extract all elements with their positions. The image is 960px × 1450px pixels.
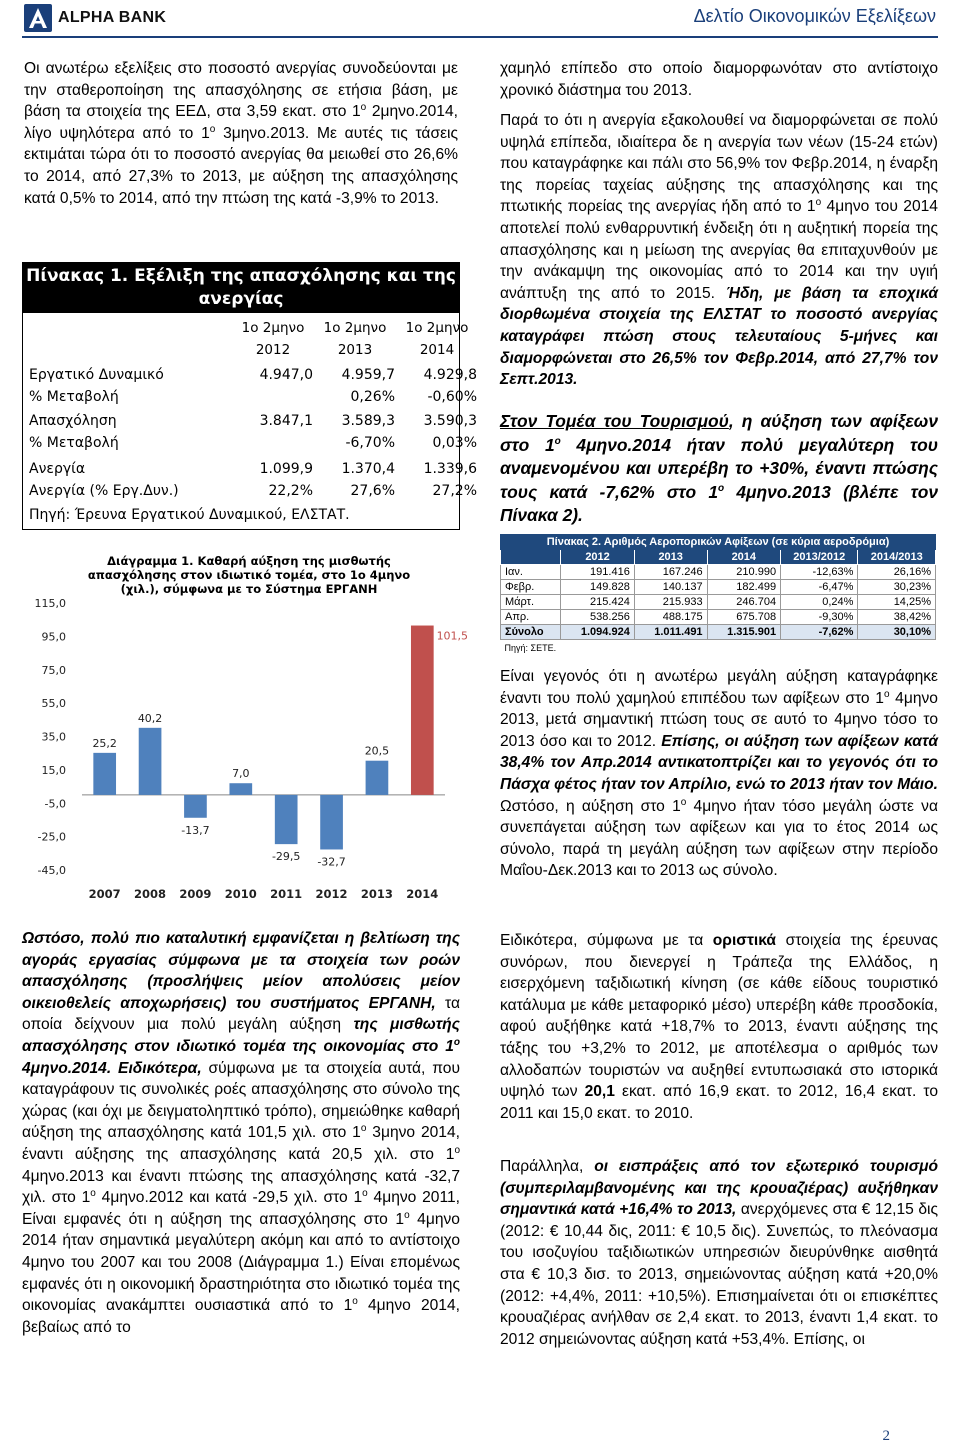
data-label: -29,5 bbox=[271, 850, 301, 864]
table2-source: Πηγή: ΣΕΤΕ. bbox=[504, 643, 557, 653]
employment-growth-chart bbox=[20, 548, 469, 908]
brand-name: ALPHA BANK bbox=[58, 9, 167, 26]
bulletin-title: Δελτίο Οικονομικών Εξελίξεων bbox=[693, 6, 936, 26]
x-tick-label: 2014 bbox=[406, 887, 439, 901]
data-label: 7,0 bbox=[232, 767, 250, 781]
x-tick-label: 2013 bbox=[360, 887, 393, 901]
x-tick-label: 2008 bbox=[134, 887, 167, 901]
y-tick-label: 75,0 bbox=[41, 663, 66, 677]
table-row: Ανεργία (% Εργ.Δυν.) 22,2% 27,6% 27,2% bbox=[29, 483, 477, 499]
chart-bar bbox=[93, 753, 116, 795]
page-header bbox=[0, 0, 960, 36]
table2-header-row: 2012 2013 2014 2013/2012 2014/2013 bbox=[501, 550, 936, 565]
right-paragraph-unemployment: Παρά το ότι η ανεργία εξακολουθεί να διαμορφώνεται σε πολύ υψηλά επίπεδα, ιδιαίτερα δε η ανεργία των νέων (15-24 ετών) που καταγράφηκε και πάλι στο 56,9% τον Φεβρ.2014, η έναρξη της πορείας ταχείας αύξησης της απασχόλησης και της πτωτικής πορείας της ανεργίας ήδη από το $1^o$ 4μηνο του 2014 αποτελεί πολύ ενθαρρυντική ένδειξη ότι η αυξητική πορεία της απασχόλησης και η μείωση της ανεργίας θα επιταχυνθούν με την ανάκαμψη της οικονομίας από το 2014 και την υγιή ανάπτυξη της από το 2015. Ήδη, με βάση τα εποχικά διορθωμένα στοιχεία της ΕΛΣΤΑΤ το ποσοστό ανεργίας καταγράφει πτώση στους τελευταίους 5-μήνες και διαμορφώνεται στο 26,5% τον Φεβρ.2014, από 27,7% τον Σεπτ.2013. bbox=[500, 112, 938, 389]
table-row: Ιαν. 191.416 167.246 210.990 -12,63% 26,16% bbox=[501, 565, 936, 580]
right-paragraph-receipts: Παράλληλα, οι εισπράξεις από τον εξωτερικό τουρισμό (συμπεριλαμβανομένης και της κρουαζιέρας) αυξήθηκαν σημαντικά κατά +16,4% το 2013, ανερχόμενες στα € 12,15 δις (2012: € 10,44 δις, 2011: € 10,5 δις). Συνεπώς, το πλεόνασμα του ισοζυγίου ταξιδιωτικών υπηρεσιών διευρύνθηκε αισθητά στα € 10,3 δισ. το 2013, σημειώνοντας αύξηση κατά +20,0% (2012: +4,4%, 2011: +10,5%). Επισημαίνεται ότι οι επισκέπτες κρουαζιέρας ανήλθαν σε 2,4 εκατ. το 2013, έναντι 1,4 εκατ. το 2012 σημειώνοντας αύξηση κατά +53,4%. Επίσης, οι bbox=[500, 1158, 938, 1348]
x-tick-label: 2011 bbox=[270, 887, 303, 901]
y-tick-label: -5,0 bbox=[44, 797, 66, 811]
chart-bar bbox=[184, 795, 207, 818]
employment-table bbox=[22, 262, 477, 530]
chart-bar bbox=[411, 626, 434, 795]
chart-bar bbox=[320, 795, 343, 850]
data-label: 25,2 bbox=[92, 736, 117, 750]
y-tick-label: -25,0 bbox=[37, 830, 66, 844]
left-intro-paragraph: Οι ανωτέρω εξελίξεις στο ποσοστό ανεργίας συνοδεύονται με την σταθεροποίηση της απασχόλησης σε ετήσια βάση, με βάση τα στοιχεία της ΕΕΔ, στα 3,59 εκατ. στο $1^o$ 2μηνο.2014, λίγο υψηλότερα από το $1^o$ 3μηνο.2013. Με αυτές τις τάσεις εκτιμάται τώρα ότι το ποσοστό ανεργίας θα μειωθεί στο 26,6% το 2014, από 27,3% το 2013, με αύξηση της απασχόλησης κατά 0,5% το 2014, από την πτώση της κατά -3,9% το 2013. bbox=[24, 60, 458, 207]
chart-bar bbox=[366, 761, 389, 795]
table-row: Φεβρ. 149.828 140.137 182.499 -6,47% 30,23% bbox=[501, 580, 936, 595]
data-label: -13,7 bbox=[181, 823, 210, 837]
table-row: Ανεργία 1.099,9 1.370,4 1.339,6 bbox=[29, 461, 477, 477]
y-tick-label: -45,0 bbox=[37, 864, 66, 877]
table1-col-header: 1ο 2μηνο 2014 bbox=[405, 320, 469, 358]
y-tick-label: 95,0 bbox=[41, 630, 66, 644]
right-paragraph-1: χαμηλό επίπεδο στο οποίο διαμορφωνόταν στο αντίστοιχο χρονικό διάστημα του 2013. bbox=[500, 60, 938, 99]
data-label: 20,5 bbox=[364, 744, 390, 758]
data-label: 101,5 bbox=[436, 629, 469, 643]
left-ergani-paragraph: Ωστόσο, πολύ πιο καταλυτική εμφανίζεται η βελτίωση της αγοράς εργασίας σύμφωνα με τα στοιχεία των ροών απασχόλησης (προσλήψεις μείον απολύσεις μείον οικειοθελείς αποχωρήσεις) του συστήματος ΕΡΓΑΝΗ, τα οποία δείχνουν μια πολύ μεγάλη αύξηση της μισθωτής απασχόλησης στον ιδιωτικό τομέα της οικονομίας στο $1^o$ 4μηνο.2014. Ειδικότερα, σύμφωνα με τα στοιχεία αυτά, που καταγράφουν τις συνολικές ροές απασχόλησης στο σύνολο της χώρας (και όχι με δειγματοληπτικό τρόπο), σημειώθηκε καθαρή αύξηση της απασχόλησης κατά 101,5 χιλ. στο $1^o$ 3μηνο 2014, έναντι αύξησης της απασχόλησης κατά 20,5 χιλ. στο $1^o$ 4μηνο.2013 και έναντι πτώσης της απασχόλησης κατά -32,7 χιλ. στο $1^o$ 4μηνο.2012 και κατά -29,5 χιλ. στο $1^o$ 4μηνο 2011, Είναι εμφανές ότι η αύξηση της απασχόλησης στο $1^o$ 4μηνο 2014 ήταν σημαντικά μεγαλύτερη ακόμη και από το αντίστοιχο 4μηνο του 2007 και του 2008 (Διάγραμμα 1.) Είναι επομένως εμφανές ότι η οικονομική δραστηριότητα στο ιδιωτικό τομέα της οικονομίας ανακάμπτει ουσιαστικά από το $1^o$ 4μηνο 2014, βεβαίως από το bbox=[22, 930, 461, 1336]
chart-title: Διάγραμμα 1. Καθαρή αύξηση της μισθωτής απασχόλησης στον ιδιωτικό τομέα, στο 1ο 4μηνο (χιλ.), σύμφωνα με το Σύστημα ΕΡΓΑΝΗ bbox=[87, 554, 411, 596]
chart-canvas bbox=[20, 548, 469, 908]
right-paragraph-arrivals: Είναι γεγονός ότι η ανωτέρω μεγάλη αύξηση καταγράφηκε έναντι του πολύ χαμηλού επιπέδου των αφίξεων στο $1^o$ 4μηνο 2013, μετά σημαντική πτώση τους σε αυτό το 4μηνο τόσο το 2013 όσο και το 2012. Επίσης, οι αύξηση των αφίξεων κατά 38,4% τον Απρ.2014 αντικατοπτρίζει και το γεγονός ότι το Πάσχα φέτος ήταν τον Απρίλιο, ενώ το 2013 ήταν τον Μάιο. Ωστόσο, η αύξηση στο $1^o$ 4μηνο ήταν τόσο μεγάλη ώστε να συνεπάγεται αύξηση των αφίξεων και για το έτος 2014 ως σύνολο, παρά τη μεγάλη αύξηση των αφίξεων στην περίοδο Μαΐου-Δεκ.2013 και το 2013 ως σύνολο. bbox=[500, 668, 938, 880]
header-divider bbox=[22, 36, 938, 38]
right-paragraph-tourism: Στον Τομέα του Τουρισμού, η αύξηση των αφίξεων στο $1^o$ 4μηνο.2014 ήταν πολύ μεγαλύτερη του αναμενομένου και υπερέβη το +30%, έναντι πτώσης τους κατά -7,62% στο $1^o$ 4μηνο.2013 (βλέπε τον Πίνακα 2). bbox=[500, 411, 939, 525]
y-tick-label: 55,0 bbox=[41, 697, 66, 711]
table-row: Απασχόληση 3.847,1 3.589,3 3.590,3 bbox=[29, 413, 477, 429]
x-tick-label: 2012 bbox=[315, 887, 348, 901]
table-row: Εργατικό Δυναμικό 4.947,0 4.959,7 4.929,8 bbox=[29, 367, 477, 383]
air-arrivals-table bbox=[500, 534, 936, 655]
y-tick-label: 35,0 bbox=[41, 730, 66, 744]
chart-bar bbox=[139, 728, 162, 795]
data-label: 40,2 bbox=[137, 711, 163, 725]
chart-bar bbox=[229, 783, 252, 795]
alpha-bank-logo-icon bbox=[24, 4, 52, 32]
right-paragraph-border-survey: Ειδικότερα, σύμφωνα με τα οριστικά στοιχεία της έρευνας συνόρων, που διενεργεί η Τράπεζα της Ελλάδος, η εισερχόμενη ταξιδιωτική κίνηση (σε κάθε είδους τουριστικό κατάλυμα με κάθε μεταφορικό μέσο) υπερέβη κάθε προσδοκία, αφού αυξήθηκε κατά +18,7% το 2013, έναντι αύξησης της τάξης του +3,2% το 2012, με αποτέλεσμα ο αριθμός των αλλοδαπών τουριστών να αυξηθεί εντυπωσιακά στο ιστορικά υψηλό των 20,1 εκατ. από 16,9 εκατ. το 2012, 16,4 εκατ. το 2011 και 15,0 εκατ. το 2010. bbox=[500, 932, 938, 1122]
table1-source: Πηγή: Έρευνα Εργατικού Δυναμικού, ΕΛΣΤΑΤ. bbox=[29, 507, 350, 523]
x-tick-label: 2009 bbox=[179, 887, 212, 901]
table1-title: Πίνακας 1. Εξέλιξη της απασχόλησης και της ανεργίας bbox=[23, 263, 459, 313]
table-row: Απρ. 538.256 488.175 675.708 -9,30% 38,42% bbox=[501, 610, 936, 625]
table1-col-header: 1ο 2μηνο 2012 bbox=[241, 320, 305, 358]
table2-title: Πίνακας 2. Αριθμός Αεροπορικών Αφίξεων (σε κύρια αεροδρόμια) bbox=[501, 535, 936, 550]
x-tick-label: 2007 bbox=[88, 887, 121, 901]
y-tick-label: 15,0 bbox=[41, 763, 66, 777]
y-tick-label: 115,0 bbox=[34, 597, 66, 610]
table-row: % Μεταβολή 0,26% -0,60% bbox=[29, 389, 477, 405]
data-label: -32,7 bbox=[317, 855, 346, 869]
page-number: 2 bbox=[882, 1428, 890, 1444]
chart-bar bbox=[275, 795, 298, 844]
table2-total-row: Σύνολο 1.094.924 1.011.491 1.315.901 -7,62% 30,10% bbox=[501, 625, 936, 640]
table-row: Μάρτ. 215.424 215.933 246.704 0,24% 14,25% bbox=[501, 595, 936, 610]
table1-col-header: 1ο 2μηνο 2013 bbox=[323, 320, 387, 358]
table-row: % Μεταβολή -6,70% 0,03% bbox=[29, 435, 477, 451]
x-tick-label: 2010 bbox=[224, 887, 257, 901]
